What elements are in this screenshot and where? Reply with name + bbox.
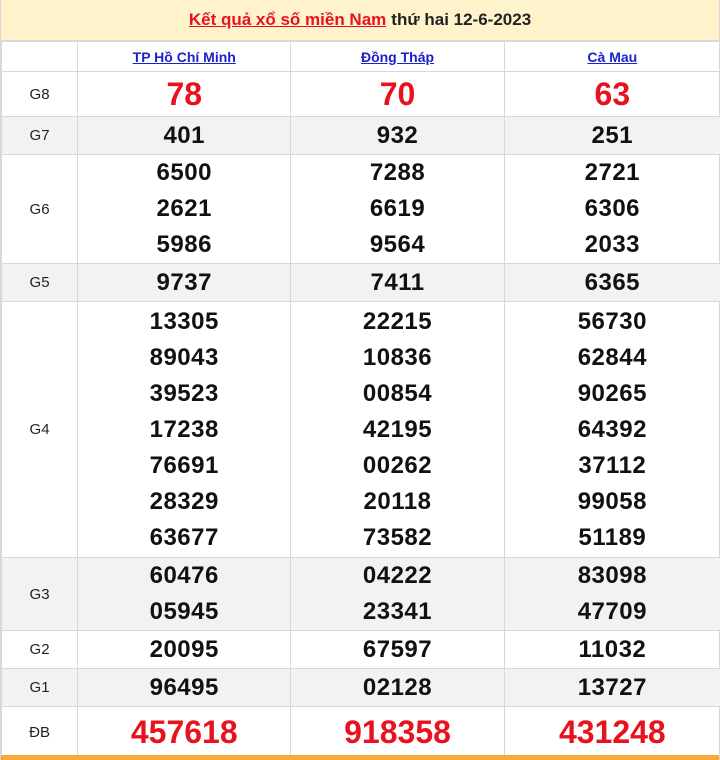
prize-label: G1 <box>2 669 78 707</box>
province-hcm <box>78 42 291 72</box>
province-dong-thap <box>291 42 504 72</box>
prize-label: G6 <box>2 155 78 264</box>
prize-cell <box>504 72 720 117</box>
prize-number: 89043 <box>149 343 219 371</box>
prize-cell <box>78 707 291 758</box>
header-empty <box>2 42 78 72</box>
prize-number: 90265 <box>577 379 647 407</box>
prize-number: 6365 <box>584 268 641 296</box>
title-link[interactable]: Kết quả xổ số miền Nam <box>188 10 387 29</box>
prize-number: 73582 <box>362 523 433 551</box>
prize-number: 60476 <box>149 562 219 589</box>
prize-label: G5 <box>2 264 78 302</box>
prize-row-g3 <box>2 558 720 631</box>
prize-cell <box>291 631 504 669</box>
province-link[interactable]: TP Hồ Chí Minh <box>132 48 236 65</box>
prize-cell <box>504 302 720 558</box>
prize-number: 13727 <box>577 673 647 701</box>
prize-cell <box>78 155 291 264</box>
prize-number: 11032 <box>578 635 647 663</box>
prize-number: 63 <box>594 76 631 112</box>
special-prize-number: 431248 <box>558 714 666 750</box>
prize-number: 05945 <box>149 598 219 625</box>
prize-number: 251 <box>591 121 634 149</box>
prize-number: 47709 <box>577 598 647 625</box>
prize-cell <box>291 264 504 302</box>
prize-number: 67597 <box>362 635 433 663</box>
prize-label: ĐB <box>2 707 78 758</box>
prize-cell <box>78 264 291 302</box>
prize-cell <box>504 631 720 669</box>
prize-number: 7288 <box>369 159 426 186</box>
prize-cell <box>504 117 720 155</box>
prize-number: 28329 <box>149 487 219 515</box>
prize-number: 9564 <box>369 231 426 258</box>
prize-number: 2033 <box>584 231 641 258</box>
prize-row-g2 <box>2 631 720 669</box>
prize-number: 78 <box>166 76 203 112</box>
prize-number: 17238 <box>149 415 219 443</box>
prize-cell <box>291 707 504 758</box>
prize-number: 13305 <box>149 307 219 335</box>
prize-number: 39523 <box>149 379 219 407</box>
prize-number: 10836 <box>362 343 433 371</box>
bottom-accent-bar <box>1 755 719 760</box>
prize-cell <box>78 72 291 117</box>
prize-row-g8 <box>2 72 720 117</box>
province-link[interactable]: Đồng Tháp <box>360 48 435 65</box>
prize-cell <box>291 669 504 707</box>
prize-number: 5986 <box>156 231 212 258</box>
province-ca-mau <box>504 42 720 72</box>
prize-number: 96495 <box>149 673 219 701</box>
prize-cell <box>78 558 291 631</box>
page-title <box>1 0 719 41</box>
prize-cell <box>78 631 291 669</box>
prize-number: 20095 <box>149 635 219 663</box>
prize-label: G8 <box>2 72 78 117</box>
prize-number: 62844 <box>577 343 647 371</box>
prize-cell <box>291 155 504 264</box>
prize-number: 64392 <box>577 415 647 443</box>
prize-number: 6306 <box>584 195 641 222</box>
prize-label: G2 <box>2 631 78 669</box>
prize-row-g6 <box>2 155 720 264</box>
prize-number: 04222 <box>362 562 433 589</box>
prize-number: 23341 <box>362 598 433 625</box>
prize-cell <box>78 302 291 558</box>
prize-number: 20118 <box>363 487 432 515</box>
results-table <box>1 41 720 758</box>
prize-cell <box>504 669 720 707</box>
prize-number: 9737 <box>156 268 212 296</box>
prize-number: 6500 <box>156 159 212 186</box>
prize-row-g7 <box>2 117 720 155</box>
prize-number: 401 <box>163 121 205 149</box>
prize-number: 2621 <box>156 195 212 222</box>
prize-number: 56730 <box>577 307 647 335</box>
prize-number: 00854 <box>362 379 433 407</box>
prize-cell <box>504 558 720 631</box>
prize-number: 7411 <box>370 268 425 296</box>
prize-number: 42195 <box>362 415 433 443</box>
prize-number: 22215 <box>362 307 433 335</box>
prize-row-g1 <box>2 669 720 707</box>
prize-number: 70 <box>379 76 416 112</box>
prize-number: 51189 <box>578 523 647 551</box>
prize-cell <box>291 117 504 155</box>
prize-row-g5 <box>2 264 720 302</box>
prize-label: G4 <box>2 302 78 558</box>
prize-cell <box>504 264 720 302</box>
prize-cell <box>78 117 291 155</box>
prize-label: G7 <box>2 117 78 155</box>
prize-cell <box>291 302 504 558</box>
prize-cell <box>291 558 504 631</box>
prize-number: 6619 <box>369 195 426 222</box>
prize-cell <box>504 707 720 758</box>
prize-cell <box>291 72 504 117</box>
prize-number: 63677 <box>149 523 219 551</box>
special-prize-number: 918358 <box>344 714 451 750</box>
prize-number: 99058 <box>577 487 647 515</box>
prize-number: 76691 <box>149 451 219 479</box>
special-prize-number: 457618 <box>130 714 238 750</box>
prize-number: 83098 <box>577 562 647 589</box>
prize-cell <box>504 155 720 264</box>
header-row <box>2 42 720 72</box>
prize-label: G3 <box>2 558 78 631</box>
title-date: thứ hai 12-6-2023 <box>391 10 532 29</box>
prize-number: 37112 <box>578 451 647 479</box>
prize-number: 02128 <box>362 673 433 701</box>
prize-number: 2721 <box>584 159 641 186</box>
province-link[interactable]: Cà Mau <box>587 48 638 65</box>
prize-number: 932 <box>376 121 419 149</box>
prize-cell <box>78 669 291 707</box>
prize-row-special <box>2 707 720 758</box>
prize-number: 00262 <box>362 451 433 479</box>
prize-row-g4 <box>2 302 720 558</box>
